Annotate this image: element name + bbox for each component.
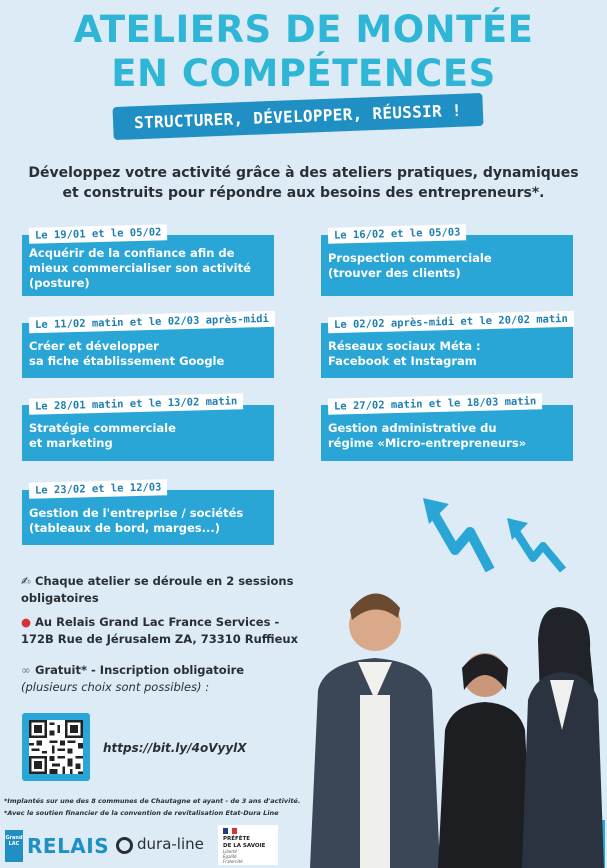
intro-line-2: et construits pour répondre aux besoins des entrepreneurs*. (62, 185, 545, 201)
dura-line-icon (116, 837, 133, 854)
link-icon: ∞ (21, 663, 31, 677)
qr-code[interactable] (22, 713, 90, 781)
relais-small-logo: Grand LAC (5, 830, 23, 862)
relais-logo: RELAIS (27, 834, 110, 858)
workshop-title: Réseaux sociaux Méta : Facebook et Instagram (328, 339, 481, 368)
slogan-banner: STRUCTURER, DÉVELOPPER, RÉUSSIR ! (113, 93, 484, 140)
prefet-line-2: DE LA SAVOIE (223, 842, 266, 849)
title-line-1: ATELIERS DE MONTÉE (73, 8, 534, 51)
french-flag-icon (223, 828, 237, 834)
workshop-date: Le 11/02 matin et le 02/03 après-midi (29, 311, 275, 333)
title-line-2: EN COMPÉTENCES (111, 52, 496, 95)
prefecture-logo (218, 825, 278, 865)
workshop-title: Stratégie commerciale et marketing (29, 421, 176, 450)
workshop-card-management (22, 481, 274, 545)
intro-text (20, 163, 587, 203)
workshop-card-strategy (22, 395, 274, 461)
registration-note: (plusieurs choix sont possibles) : (21, 680, 210, 694)
workshop-title: Gestion administrative du régime «Micro-entrepreneurs» (328, 421, 527, 450)
dura-line-logo: dura-line (137, 835, 204, 853)
workshop-title: Acquérir de la confiance afin de mieux commercialiser son activité (posture) (29, 246, 251, 290)
workshop-date: Le 16/02 et le 05/03 (328, 224, 467, 244)
workshop-card-admin (321, 395, 573, 461)
workshop-title: Créer et développer sa fiche établissement Google (29, 339, 225, 368)
footnote-2: *Avec le soutien financier de la convention de revitalisation Etat-Dura Line (4, 809, 279, 817)
workshop-title: Gestion de l'entreprise / sociétés (tableaux de bord, marges...) (29, 506, 244, 535)
workshop-card-prospection (321, 226, 573, 296)
registration-link[interactable]: https://bit.ly/4oVyylX (103, 741, 247, 755)
workshop-date: Le 27/02 matin et le 18/03 matin (328, 393, 543, 415)
qr-code-icon (29, 720, 83, 774)
workshop-date: Le 02/02 après-midi et le 20/02 matin (328, 311, 574, 333)
workshop-date: Le 19/01 et le 05/02 (29, 224, 168, 244)
info-registration: ∞ Gratuit* - Inscription obligatoire (plusieurs choix sont possibles) : (21, 663, 245, 694)
workshop-card-google (22, 312, 274, 378)
workshop-date: Le 23/02 et le 12/03 (29, 479, 168, 499)
intro-line-1: Développez votre activité grâce à des ateliers pratiques, dynamiques (28, 165, 579, 181)
workshop-date: Le 28/01 matin et le 13/02 matin (29, 393, 244, 415)
info-location: ● Au Relais Grand Lac France Services - 172B Rue de Jérusalem ZA, 73310 Ruffieux (21, 615, 299, 646)
workshop-card-confidence (22, 226, 274, 296)
info-sessions: ✍ Chaque atelier se déroule en 2 sessions obligatoires (21, 574, 294, 605)
workshop-card-social (321, 312, 573, 378)
prefet-motto: Liberté Égalité Fraternité (223, 849, 243, 864)
entrepreneurs-photo (300, 490, 607, 868)
footnote-1: *Implantés sur une des 8 communes de Chautagne et ayant - de 3 ans d'activité. (4, 797, 301, 805)
workshop-title: Prospection commerciale (trouver des clients) (328, 251, 492, 280)
partner-logos (0, 825, 607, 868)
prefet-line-1: PRÉFÈTE (223, 836, 251, 842)
writing-hand-icon: ✍ (21, 574, 31, 588)
pin-icon: ● (21, 615, 32, 629)
